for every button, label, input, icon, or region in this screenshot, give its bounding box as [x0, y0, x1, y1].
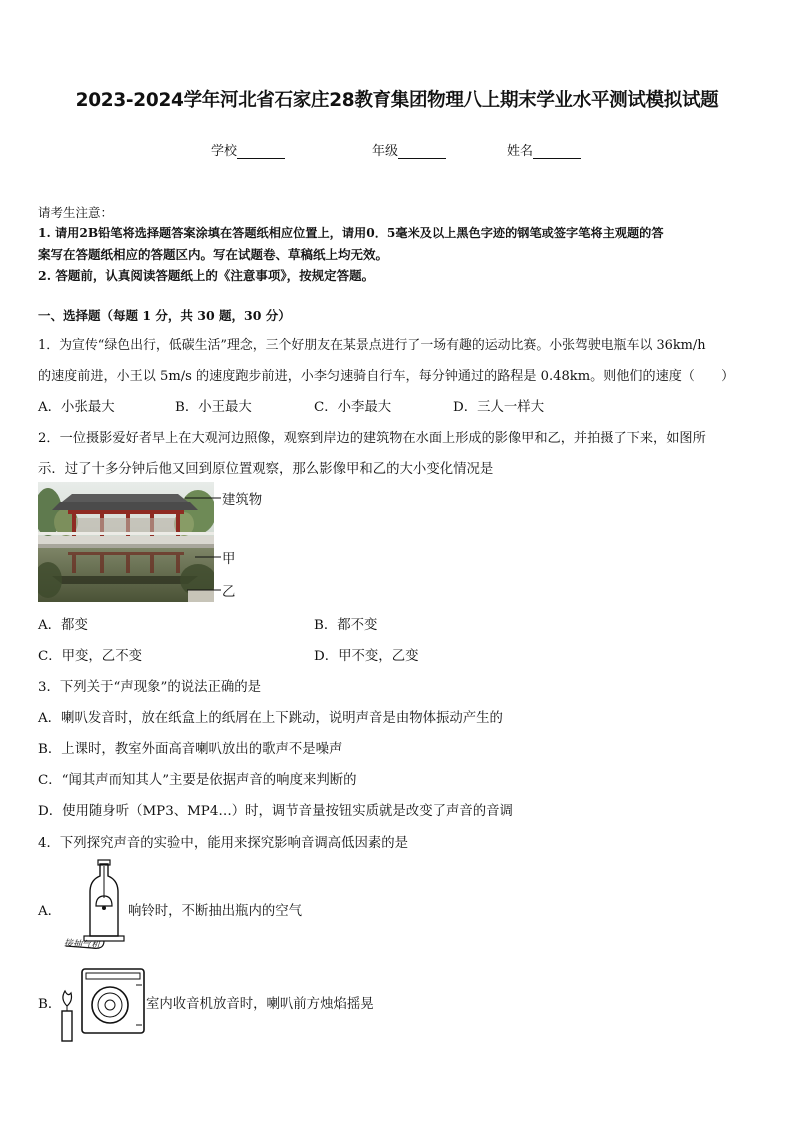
label-building: 建筑物: [222, 493, 263, 508]
section-heading: 一、选择题（每题 1 分，共 30 题，30 分）: [38, 308, 291, 323]
q1-option-b: B．小王最大: [175, 400, 252, 415]
q3-option-c: C．“闻其声而知其人”主要是依据声音的响度来判断的: [38, 773, 357, 788]
q3-stem: 3．下列关于“声现象”的说法正确的是: [38, 680, 262, 695]
name-blank: [533, 145, 581, 159]
notice-item2: 2. 答题前，认真阅读答题纸上的《注意事项》，按规定答题。: [38, 268, 375, 283]
q2-option-d: D．甲不变，乙变: [314, 649, 419, 664]
q1-option-d: D．三人一样大: [453, 400, 545, 415]
q1-option-c: C．小李最大: [314, 400, 392, 415]
q3-option-d: D．使用随身听（MP3、MP4…）时，调节音量按钮实质就是改变了声音的音调: [38, 804, 513, 819]
q1-line2: 的速度前进，小王以 5m/s 的速度跑步前进，小李匀速骑自行车，每分钟通过的路程是 0.48km。则他们的速度（ ）: [38, 369, 735, 384]
q1-option-a: A．小张最大: [38, 400, 115, 415]
name-label: 姓名: [507, 144, 534, 159]
notice-heading: 请考生注意：: [38, 205, 114, 220]
q2-option-c: C．甲变，乙不变: [38, 649, 142, 664]
school-label: 学校: [211, 144, 238, 159]
q4-option-a-text: 响铃时，不断抽出瓶内的空气: [128, 904, 303, 919]
q3-option-a: A．喇叭发音时，放在纸盒上的纸屑在上下跳动，说明声音是由物体振动产生的: [38, 711, 503, 726]
pump-label: 接抽气机: [63, 938, 101, 952]
label-leader-lines: [185, 490, 225, 600]
label-jia: 甲: [222, 552, 236, 567]
q1-line1: 1．为宣传“绿色出行，低碳生活”理念，三个好朋友在某景点进行了一场有趣的运动比赛。小张驾驶电瓶车以 36km/h: [38, 338, 706, 353]
grade-field: [372, 140, 446, 159]
radio-candle-illustration: [58, 961, 150, 1045]
name-field: [507, 140, 581, 159]
q2-line1: 2．一位摄影爱好者早上在大观河边照像，观察到岸边的建筑物在水面上形成的影像甲和乙，并拍摄了下来，如图所: [38, 431, 706, 446]
notice-item1-line1: 1. 请用2B铅笔将选择题答案涂填在答题纸相应位置上，请用0．5毫米及以上黑色字迹的钢笔或签字笔将主观题的答: [38, 226, 664, 240]
q2-option-b: B．都不变: [314, 618, 378, 633]
page-title: 2023-2024学年河北省石家庄28教育集团物理八上期末学业水平测试模拟试题: [75, 90, 719, 111]
q4-option-b-text: 室内收音机放音时，喇叭前方烛焰摇晃: [146, 997, 374, 1012]
q3-option-b: B．上课时，教室外面高音喇叭放出的歌声不是噪声: [38, 742, 343, 757]
q4-stem: 4．下列探究声音的实验中，能用来探究影响音调高低因素的是: [38, 836, 409, 851]
q4-option-a-letter: A．: [38, 904, 62, 919]
school-field: [211, 140, 285, 159]
grade-label: 年级: [372, 144, 399, 159]
q2-line2: 示．过了十多分钟后他又回到原位置观察，那么影像甲和乙的大小变化情况是: [38, 462, 494, 477]
notice-item1-line2: 案写在答题纸相应的答题区内。写在试题卷、草稿纸上均无效。: [38, 247, 389, 262]
school-blank: [237, 145, 285, 159]
q4-option-b-letter: B．: [38, 997, 62, 1012]
q2-option-a: A．都变: [38, 618, 88, 633]
grade-blank: [398, 145, 446, 159]
label-yi: 乙: [222, 585, 236, 600]
